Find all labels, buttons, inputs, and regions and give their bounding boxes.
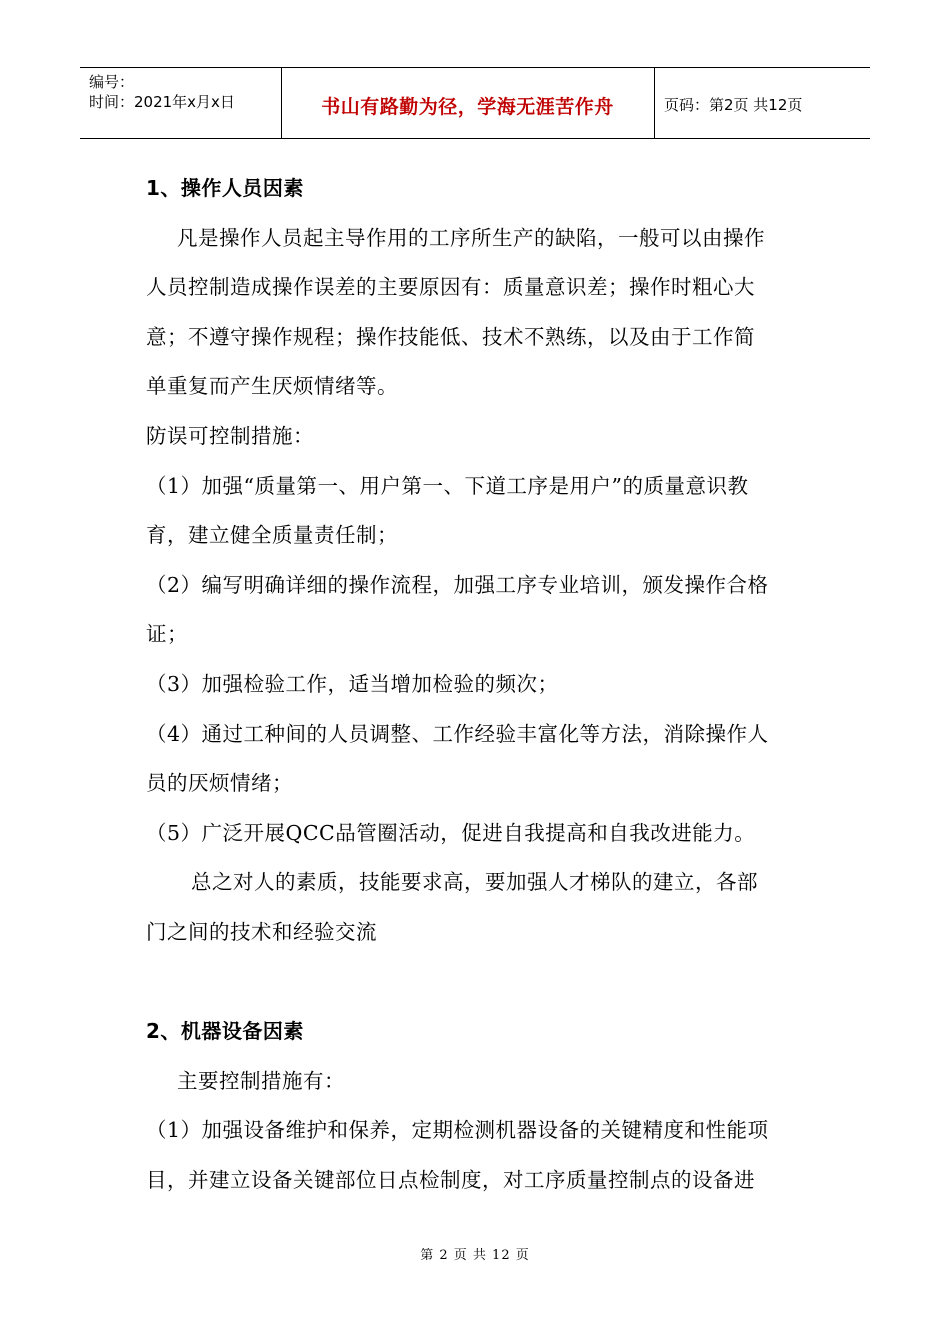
list-item: （2）编写明确详细的操作流程，加强工序专业培训，颁发操作合格 [146, 572, 769, 597]
paragraph-line: 防误可控制措施： [146, 423, 314, 448]
paragraph-line: 意；不遵守操作规程；操作技能低、技术不熟练，以及由于工作简 [146, 324, 755, 349]
header-table [80, 67, 870, 139]
number-label: 编号： [89, 73, 135, 91]
paragraph-line: 单重复而产生厌烦情绪等。 [146, 374, 398, 399]
list-item: （3）加强检验工作，适当增加检验的频次； [146, 671, 559, 696]
list-item: （1）加强设备维护和保养，定期检测机器设备的关键精度和性能项 [146, 1118, 769, 1143]
list-item: （4）通过工种间的人员调整、工作经验丰富化等方法，消除操作人 [146, 721, 769, 746]
time-label: 时间：2021年x月x日 [89, 93, 235, 111]
list-item-continuation: 证； [146, 622, 188, 647]
paragraph-line: 门之间的技术和经验交流 [146, 919, 377, 944]
blank-line [146, 958, 812, 1008]
page-footer: 第 2 页 共 12 页 [420, 1248, 530, 1263]
document-body [146, 164, 812, 1205]
paragraph-line: 人员控制造成操作误差的主要原因有：质量意识差；操作时粗心大 [146, 275, 755, 300]
list-item-continuation: 目，并建立设备关键部位日点检制度，对工序质量控制点的设备进 [146, 1167, 755, 1192]
list-item: （1）加强“质量第一、用户第一、下道工序是用户”的质量意识教 [146, 473, 749, 498]
section-heading: 1、操作人员因素 [146, 176, 304, 200]
header-motto: 书山有路勤为径，学海无涯苦作舟 [321, 96, 614, 118]
page-info: 页码：第2页 共12页 [664, 96, 803, 114]
paragraph-line: 主要控制措施有： [177, 1068, 345, 1093]
list-item: （5）广泛开展QCC品管圈活动，促进自我提高和自我改进能力。 [146, 820, 756, 845]
paragraph-line: 凡是操作人员起主导作用的工序所生产的缺陷，一般可以由操作 [177, 225, 765, 250]
header-left-cell [89, 72, 235, 112]
header-divider [654, 68, 655, 138]
list-item-continuation: 育，建立健全质量责任制； [146, 523, 398, 548]
section-heading: 2、机器设备因素 [146, 1019, 304, 1044]
paragraph-line: 总之对人的素质，技能要求高，要加强人才梯队的建立，各部 [191, 870, 758, 895]
list-item-continuation: 员的厌烦情绪； [146, 771, 293, 796]
